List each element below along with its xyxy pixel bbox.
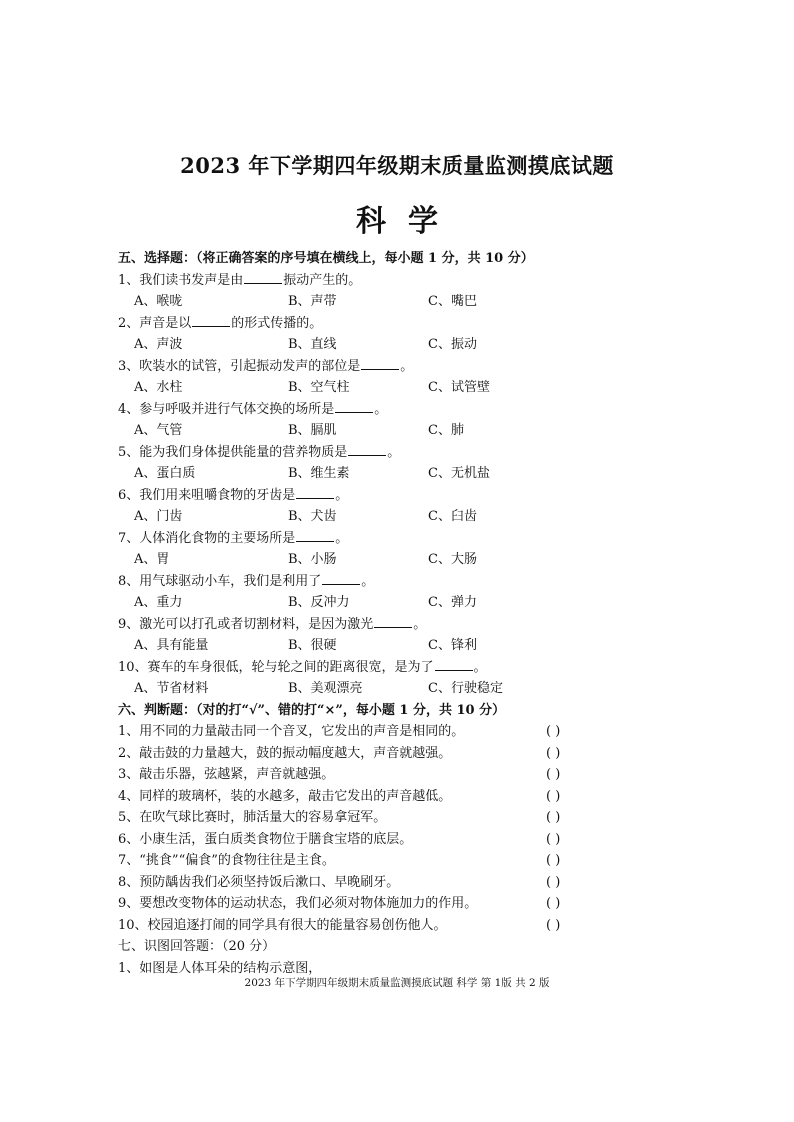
exam-title: 2023 年下学期四年级期末质量监测摸底试题: [180, 153, 614, 178]
judge-question-list: [118, 721, 598, 936]
choice-question: [118, 356, 598, 378]
answer-parentheses[interactable]: ( ): [546, 745, 561, 761]
answer-parentheses[interactable]: ( ): [546, 724, 561, 739]
choice-options: [118, 463, 598, 485]
option-c: C、试管壁: [428, 380, 490, 395]
judge-item: [118, 743, 598, 765]
choice-question-list: [118, 270, 598, 700]
option-b: B、反冲力: [288, 595, 350, 610]
option-a: A、气管: [134, 423, 183, 438]
answer-parentheses[interactable]: ( ): [546, 831, 561, 847]
question-stem-end: 的形式传播的。: [231, 315, 323, 331]
choice-question: [118, 399, 598, 421]
option-a: A、重力: [134, 595, 183, 610]
question-stem-end: 。: [473, 659, 487, 675]
option-b: B、膈肌: [288, 423, 337, 438]
subject-title: 科学: [356, 204, 460, 239]
option-b: B、维生素: [288, 466, 350, 481]
judge-item: [118, 721, 598, 743]
option-b: B、空气柱: [288, 380, 350, 395]
question-stem-end: 。: [335, 530, 349, 546]
section-diagram-title: 七、识图回答题：（20 分）: [118, 939, 276, 954]
option-a: A、喉咙: [134, 294, 183, 309]
answer-blank[interactable]: [361, 357, 399, 370]
question-stem: 7、人体消化食物的主要场所是: [118, 530, 296, 546]
question-stem-end: 。: [374, 401, 388, 417]
answer-blank[interactable]: [296, 486, 334, 499]
page-footer: 2023 年下学期四年级期末质量监测摸底试题 科学 第 1版 共 2 版: [244, 977, 550, 989]
option-c: C、弹力: [428, 595, 477, 610]
option-b: B、很硬: [288, 638, 337, 653]
question-stem: 3、吹装水的试管，引起振动发声的部位是: [118, 358, 361, 374]
judge-statement: 2、敲击鼓的力量越大，鼓的振动幅度越大，声音就越强。: [118, 745, 452, 761]
answer-parentheses[interactable]: ( ): [546, 853, 561, 868]
answer-blank[interactable]: [296, 529, 334, 542]
question-stem-end: 。: [361, 573, 375, 589]
option-a: A、声波: [134, 337, 183, 352]
diagram-question-1: 1、如图是人体耳朵的结构示意图，: [118, 960, 322, 976]
choice-question: [118, 313, 598, 335]
question-stem-end: 。: [335, 487, 349, 503]
choice-question: [118, 442, 598, 464]
question-stem-end: 。: [400, 358, 414, 374]
answer-parentheses[interactable]: ( ): [546, 917, 561, 933]
question-stem: 4、参与呼吸并进行气体交换的场所是: [118, 401, 335, 417]
question-stem: 6、我们用来咀嚼食物的牙齿是: [118, 487, 296, 503]
judge-statement: 6、小康生活，蛋白质类食物位于膳食宝塔的底层。: [118, 831, 413, 847]
question-stem: 10、赛车的车身很低，轮与轮之间的距离很宽，是为了: [118, 659, 434, 675]
choice-options: [118, 420, 598, 442]
answer-blank[interactable]: [374, 615, 412, 628]
option-c: C、大肠: [428, 552, 477, 567]
answer-blank[interactable]: [348, 443, 386, 456]
question-stem: 2、声音是以: [118, 315, 192, 331]
option-b: B、直线: [288, 337, 337, 352]
answer-blank[interactable]: [244, 271, 282, 284]
choice-options: [118, 678, 598, 700]
option-a: A、蛋白质: [134, 466, 196, 481]
section-choice-title: 五、选择题：（将正确答案的序号填在横线上，每小题 1 分，共 10 分）: [118, 251, 534, 266]
option-c: C、无机盐: [428, 466, 490, 481]
answer-blank[interactable]: [335, 400, 373, 413]
answer-blank[interactable]: [192, 314, 230, 327]
answer-parentheses[interactable]: ( ): [546, 788, 561, 804]
option-b: B、美观漂亮: [288, 681, 363, 696]
option-c: C、行驶稳定: [428, 681, 503, 696]
option-c: C、臼齿: [428, 509, 477, 524]
judge-statement: 4、同样的玻璃杯，装的水越多，敲击它发出的声音越低。: [118, 788, 452, 804]
answer-parentheses[interactable]: ( ): [546, 767, 561, 782]
choice-question: [118, 571, 598, 593]
option-b: B、声带: [288, 294, 337, 309]
judge-item: [118, 872, 598, 894]
judge-statement: 1、用不同的力量敲击同一个音叉，它发出的声音是相同的。: [118, 724, 465, 739]
judge-statement: 10、校园追逐打闹的同学具有很大的能量容易创伤他人。: [118, 917, 447, 933]
choice-options: [118, 334, 598, 356]
question-stem: 9、激光可以打孔或者切割材料，是因为激光: [118, 616, 374, 632]
option-a: A、具有能量: [134, 638, 209, 653]
choice-options: [118, 377, 598, 399]
option-a: A、节省材料: [134, 681, 209, 696]
option-a: A、门齿: [134, 509, 183, 524]
choice-options: [118, 506, 598, 528]
choice-question: [118, 528, 598, 550]
question-stem-end: 。: [413, 616, 427, 632]
choice-options: [118, 291, 598, 313]
judge-statement: 8、预防龋齿我们必须坚持饭后漱口、早晚刷牙。: [118, 874, 400, 890]
judge-statement: 9、要想改变物体的运动状态，我们必须对物体施加力的作用。: [118, 896, 478, 911]
option-a: A、胃: [134, 552, 170, 567]
question-stem-end: 振动产生的。: [283, 272, 362, 288]
option-c: C、嘴巴: [428, 294, 477, 309]
question-stem: 8、用气球驱动小车，我们是利用了: [118, 573, 322, 589]
answer-parentheses[interactable]: ( ): [546, 874, 561, 890]
option-c: C、锋利: [428, 638, 477, 653]
choice-question: [118, 657, 598, 679]
section-judge-title: 六、判断题：（对的打“√”、错的打“×”，每小题 1 分，共 10 分）: [118, 702, 506, 718]
choice-question: [118, 270, 598, 292]
choice-options: [118, 549, 598, 571]
judge-item: [118, 829, 598, 851]
judge-item: [118, 915, 598, 937]
option-a: A、水柱: [134, 380, 183, 395]
judge-item: [118, 807, 598, 829]
judge-item: [118, 850, 598, 872]
exam-content: [118, 248, 598, 979]
answer-blank[interactable]: [322, 572, 360, 585]
question-stem-end: 。: [387, 444, 401, 460]
choice-options: [118, 592, 598, 614]
answer-blank[interactable]: [435, 658, 473, 671]
option-b: B、犬齿: [288, 509, 337, 524]
choice-question: [118, 614, 598, 636]
option-c: C、振动: [428, 337, 477, 352]
judge-statement: 5、在吹气球比赛时，肺活量大的容易拿冠军。: [118, 810, 387, 825]
judge-item: [118, 893, 598, 915]
answer-parentheses[interactable]: ( ): [546, 896, 561, 911]
option-c: C、肺: [428, 423, 464, 438]
judge-statement: 3、敲击乐器，弦越紧，声音就越强。: [118, 767, 335, 782]
judge-item: [118, 764, 598, 786]
judge-item: [118, 786, 598, 808]
choice-options: [118, 635, 598, 657]
question-stem: 5、能为我们身体提供能量的营养物质是: [118, 444, 348, 460]
option-b: B、小肠: [288, 552, 337, 567]
choice-question: [118, 485, 598, 507]
question-stem: 1、我们读书发声是由: [118, 272, 244, 288]
answer-parentheses[interactable]: ( ): [546, 810, 561, 825]
judge-statement: 7、“挑食”“偏食”的食物往往是主食。: [118, 853, 335, 868]
